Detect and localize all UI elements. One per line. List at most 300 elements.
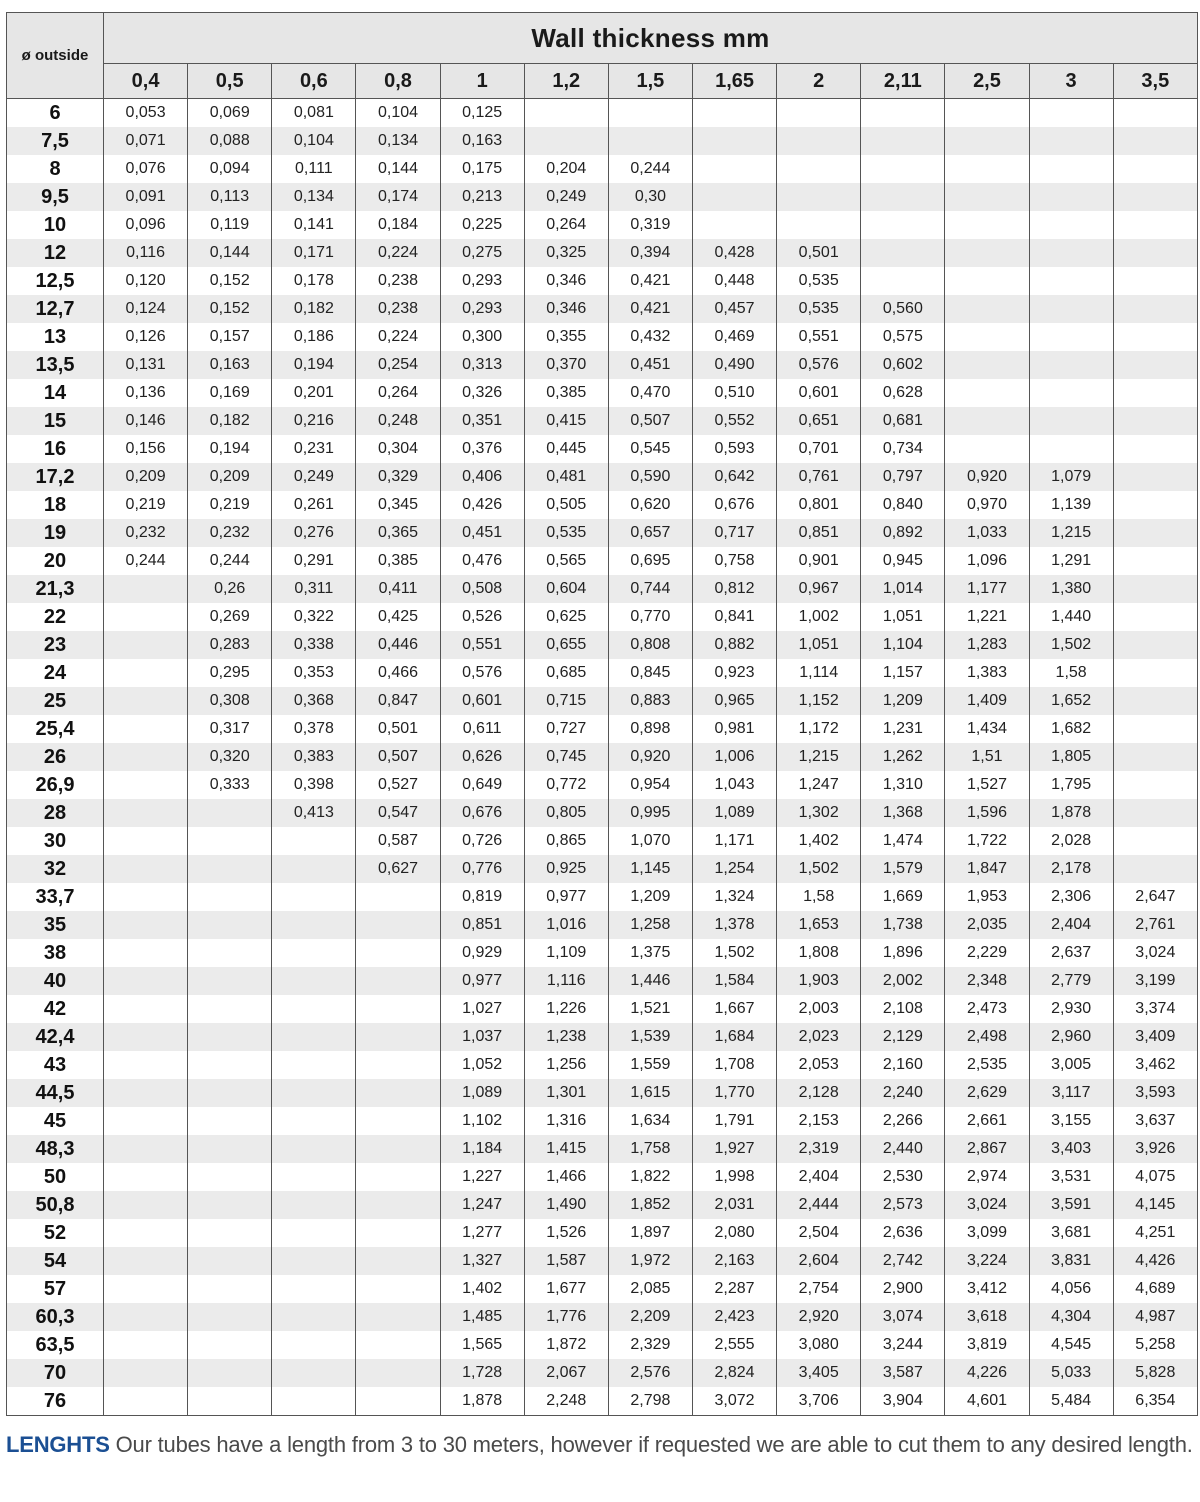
weight-cell: 0,113 — [188, 183, 272, 211]
outside-diameter-cell: 57 — [7, 1275, 104, 1303]
weight-cell: 2,798 — [608, 1387, 692, 1416]
weight-cell — [777, 99, 861, 128]
table-row — [7, 295, 1198, 323]
weight-cell: 0,225 — [440, 211, 524, 239]
weight-cell: 0,224 — [356, 323, 440, 351]
weight-cell: 0,254 — [356, 351, 440, 379]
weight-cell: 0,812 — [692, 575, 776, 603]
table-row — [7, 1163, 1198, 1191]
thickness-header: 1 — [440, 64, 524, 99]
weight-cell: 0,163 — [188, 351, 272, 379]
weight-cell: 1,565 — [440, 1331, 524, 1359]
weight-cell — [1113, 295, 1197, 323]
weight-cell — [945, 99, 1029, 128]
weight-cell: 1,171 — [692, 827, 776, 855]
weight-cell: 0,134 — [356, 127, 440, 155]
weight-cell — [104, 1359, 188, 1387]
weight-cell — [1113, 155, 1197, 183]
weight-cell: 3,244 — [861, 1331, 945, 1359]
table-row — [7, 1275, 1198, 1303]
weight-cell: 1,006 — [692, 743, 776, 771]
weight-cell: 0,560 — [861, 295, 945, 323]
outside-diameter-cell: 13,5 — [7, 351, 104, 379]
weight-cell: 0,898 — [608, 715, 692, 743]
weight-cell: 0,552 — [692, 407, 776, 435]
weight-cell: 3,618 — [945, 1303, 1029, 1331]
table-row — [7, 771, 1198, 799]
weight-cell — [1113, 771, 1197, 799]
weight-cell: 3,706 — [777, 1387, 861, 1416]
weight-cell: 3,831 — [1029, 1247, 1113, 1275]
weight-cell: 1,539 — [608, 1023, 692, 1051]
weight-cell: 0,283 — [188, 631, 272, 659]
weight-cell: 3,637 — [1113, 1107, 1197, 1135]
weight-cell — [188, 883, 272, 911]
weight-cell: 0,219 — [188, 491, 272, 519]
weight-cell: 0,977 — [440, 967, 524, 995]
outside-diameter-cell: 25,4 — [7, 715, 104, 743]
weight-cell — [1029, 379, 1113, 407]
weight-cell — [356, 911, 440, 939]
weight-cell: 1,368 — [861, 799, 945, 827]
outside-diameter-cell: 14 — [7, 379, 104, 407]
table-row — [7, 1247, 1198, 1275]
weight-cell: 1,58 — [777, 883, 861, 911]
weight-cell: 1,502 — [777, 855, 861, 883]
weight-cell: 0,201 — [272, 379, 356, 407]
weight-cell: 3,412 — [945, 1275, 1029, 1303]
weight-cell — [104, 827, 188, 855]
weight-cell: 0,069 — [188, 99, 272, 128]
outside-diameter-cell: 9,5 — [7, 183, 104, 211]
weight-cell — [861, 239, 945, 267]
header-row-group — [7, 13, 1198, 64]
weight-cell — [692, 155, 776, 183]
weight-cell: 1,247 — [777, 771, 861, 799]
weight-cell: 0,308 — [188, 687, 272, 715]
weight-cell: 3,072 — [692, 1387, 776, 1416]
weight-cell: 0,929 — [440, 939, 524, 967]
weight-cell — [188, 1079, 272, 1107]
weight-cell — [1113, 99, 1197, 128]
weight-cell — [1029, 99, 1113, 128]
weight-cell: 1,027 — [440, 995, 524, 1023]
weight-cell: 0,626 — [440, 743, 524, 771]
thickness-header: 0,8 — [356, 64, 440, 99]
weight-cell: 1,302 — [777, 799, 861, 827]
weight-cell: 2,555 — [692, 1331, 776, 1359]
weight-cell: 0,446 — [356, 631, 440, 659]
wall-thickness-title: Wall thickness mm — [104, 13, 1198, 64]
weight-cell: 1,684 — [692, 1023, 776, 1051]
weight-cell: 0,744 — [608, 575, 692, 603]
weight-cell — [272, 1331, 356, 1359]
weight-cell: 1,738 — [861, 911, 945, 939]
weight-cell: 2,080 — [692, 1219, 776, 1247]
weight-cell: 0,726 — [440, 827, 524, 855]
weight-cell — [608, 127, 692, 155]
weight-cell — [1113, 491, 1197, 519]
weight-cell: 0,209 — [188, 463, 272, 491]
weight-cell — [861, 267, 945, 295]
weight-cell — [1113, 519, 1197, 547]
weight-cell: 1,383 — [945, 659, 1029, 687]
weight-cell — [777, 183, 861, 211]
weight-cell: 0,601 — [440, 687, 524, 715]
weight-cell — [356, 1079, 440, 1107]
weight-cell: 2,661 — [945, 1107, 1029, 1135]
weight-cell — [188, 1051, 272, 1079]
weight-cell — [272, 1303, 356, 1331]
weight-cell: 1,527 — [945, 771, 1029, 799]
weight-cell: 1,291 — [1029, 547, 1113, 575]
weight-cell: 1,808 — [777, 939, 861, 967]
weight-cell: 2,867 — [945, 1135, 1029, 1163]
weight-cell: 1,58 — [1029, 659, 1113, 687]
weight-cell: 1,474 — [861, 827, 945, 855]
weight-cell — [1113, 631, 1197, 659]
weight-cell — [188, 1163, 272, 1191]
weight-cell: 2,444 — [777, 1191, 861, 1219]
weight-cell: 1,51 — [945, 743, 1029, 771]
weight-cell: 0,320 — [188, 743, 272, 771]
weight-cell — [272, 883, 356, 911]
weight-cell: 0,385 — [524, 379, 608, 407]
weight-cell: 2,576 — [608, 1359, 692, 1387]
weight-cell: 2,824 — [692, 1359, 776, 1387]
weight-cell — [1029, 267, 1113, 295]
weight-cell: 3,005 — [1029, 1051, 1113, 1079]
outside-diameter-cell: 43 — [7, 1051, 104, 1079]
weight-cell: 0,293 — [440, 267, 524, 295]
weight-cell — [188, 1359, 272, 1387]
weight-cell — [945, 295, 1029, 323]
weight-cell — [104, 967, 188, 995]
weight-cell: 2,960 — [1029, 1023, 1113, 1051]
weight-cell: 0,920 — [945, 463, 1029, 491]
weight-cell: 0,681 — [861, 407, 945, 435]
weight-cell — [272, 1219, 356, 1247]
weight-cell — [272, 1247, 356, 1275]
weight-cell: 2,604 — [777, 1247, 861, 1275]
weight-cell: 0,797 — [861, 463, 945, 491]
weight-cell — [1113, 687, 1197, 715]
weight-cell — [104, 1079, 188, 1107]
weight-cell — [104, 1135, 188, 1163]
weight-cell: 2,920 — [777, 1303, 861, 1331]
weight-cell: 3,024 — [945, 1191, 1029, 1219]
weight-cell: 3,587 — [861, 1359, 945, 1387]
weight-cell — [945, 211, 1029, 239]
weight-cell — [777, 155, 861, 183]
weight-cell: 0,378 — [272, 715, 356, 743]
outside-diameter-header: ø outside — [7, 13, 104, 99]
weight-cell: 1,258 — [608, 911, 692, 939]
weight-cell: 1,903 — [777, 967, 861, 995]
weight-cell: 0,30 — [608, 183, 692, 211]
weight-cell: 0,317 — [188, 715, 272, 743]
weight-cell — [356, 1219, 440, 1247]
weight-cell: 1,238 — [524, 1023, 608, 1051]
weight-cell: 0,685 — [524, 659, 608, 687]
weight-cell — [104, 883, 188, 911]
weight-cell: 2,108 — [861, 995, 945, 1023]
weight-cell — [188, 967, 272, 995]
table-row — [7, 1191, 1198, 1219]
weight-cell: 0,421 — [608, 267, 692, 295]
table-row — [7, 1359, 1198, 1387]
weight-cell: 0,981 — [692, 715, 776, 743]
weight-cell: 2,128 — [777, 1079, 861, 1107]
weight-cell — [356, 1191, 440, 1219]
weight-cell: 1,109 — [524, 939, 608, 967]
weight-cell: 3,155 — [1029, 1107, 1113, 1135]
weight-cell — [104, 631, 188, 659]
weight-cell: 2,085 — [608, 1275, 692, 1303]
table-row — [7, 575, 1198, 603]
outside-diameter-cell: 33,7 — [7, 883, 104, 911]
table-body — [7, 99, 1198, 1416]
outside-diameter-cell: 24 — [7, 659, 104, 687]
weight-cell: 0,432 — [608, 323, 692, 351]
weight-cell: 0,248 — [356, 407, 440, 435]
weight-cell: 0,840 — [861, 491, 945, 519]
weight-cell: 3,681 — [1029, 1219, 1113, 1247]
weight-cell: 0,346 — [524, 295, 608, 323]
weight-cell: 0,651 — [777, 407, 861, 435]
table-row — [7, 659, 1198, 687]
weight-cell — [188, 911, 272, 939]
weight-cell — [104, 771, 188, 799]
weight-cell — [777, 127, 861, 155]
weight-cell: 0,26 — [188, 575, 272, 603]
weight-cell — [1113, 211, 1197, 239]
outside-diameter-cell: 35 — [7, 911, 104, 939]
weight-cell: 0,649 — [440, 771, 524, 799]
weight-cell: 0,882 — [692, 631, 776, 659]
weight-cell — [1029, 323, 1113, 351]
weight-cell: 0,428 — [692, 239, 776, 267]
weight-cell: 1,490 — [524, 1191, 608, 1219]
weight-cell — [272, 1387, 356, 1416]
weight-cell: 0,338 — [272, 631, 356, 659]
outside-diameter-cell: 10 — [7, 211, 104, 239]
weight-cell: 2,266 — [861, 1107, 945, 1135]
header-row-thickness — [7, 64, 1198, 99]
weight-cell: 0,761 — [777, 463, 861, 491]
weight-cell: 0,104 — [272, 127, 356, 155]
weight-cell: 0,383 — [272, 743, 356, 771]
weight-cell: 1,559 — [608, 1051, 692, 1079]
thickness-header: 2 — [777, 64, 861, 99]
weight-cell: 0,655 — [524, 631, 608, 659]
weight-cell: 2,129 — [861, 1023, 945, 1051]
weight-cell: 2,329 — [608, 1331, 692, 1359]
weight-cell — [188, 1275, 272, 1303]
weight-cell: 1,434 — [945, 715, 1029, 743]
weight-cell: 1,584 — [692, 967, 776, 995]
weight-cell: 4,145 — [1113, 1191, 1197, 1219]
weight-cell: 0,194 — [272, 351, 356, 379]
weight-cell: 0,476 — [440, 547, 524, 575]
weight-cell: 0,841 — [692, 603, 776, 631]
weight-cell: 4,075 — [1113, 1163, 1197, 1191]
weight-cell: 0,261 — [272, 491, 356, 519]
weight-cell: 1,262 — [861, 743, 945, 771]
table-row — [7, 211, 1198, 239]
table-row — [7, 99, 1198, 128]
weight-cell — [1029, 127, 1113, 155]
weight-cell: 0,264 — [524, 211, 608, 239]
weight-cell: 0,304 — [356, 435, 440, 463]
weight-cell — [1113, 575, 1197, 603]
weight-cell: 2,636 — [861, 1219, 945, 1247]
weight-cell: 1,972 — [608, 1247, 692, 1275]
weight-cell: 3,462 — [1113, 1051, 1197, 1079]
outside-diameter-cell: 40 — [7, 967, 104, 995]
weight-cell: 0,053 — [104, 99, 188, 128]
weight-cell: 0,216 — [272, 407, 356, 435]
weight-cell: 2,229 — [945, 939, 1029, 967]
weight-cell: 1,051 — [861, 603, 945, 631]
weight-cell — [945, 379, 1029, 407]
weight-cell: 1,002 — [777, 603, 861, 631]
table-row — [7, 1079, 1198, 1107]
weight-cell: 0,625 — [524, 603, 608, 631]
weight-cell: 0,510 — [692, 379, 776, 407]
outside-diameter-cell: 25 — [7, 687, 104, 715]
outside-diameter-cell: 18 — [7, 491, 104, 519]
weight-cell: 2,498 — [945, 1023, 1029, 1051]
outside-diameter-cell: 26,9 — [7, 771, 104, 799]
outside-diameter-cell: 30 — [7, 827, 104, 855]
weight-cell: 4,987 — [1113, 1303, 1197, 1331]
weight-cell — [188, 827, 272, 855]
weight-cell: 3,819 — [945, 1331, 1029, 1359]
weight-cell: 0,526 — [440, 603, 524, 631]
weight-cell — [945, 239, 1029, 267]
weight-cell: 0,801 — [777, 491, 861, 519]
weight-cell: 1,152 — [777, 687, 861, 715]
weight-cell: 0,620 — [608, 491, 692, 519]
weight-cell: 1,770 — [692, 1079, 776, 1107]
weight-cell: 1,310 — [861, 771, 945, 799]
weight-cell: 0,238 — [356, 267, 440, 295]
weight-cell — [104, 1163, 188, 1191]
weight-cell: 1,722 — [945, 827, 1029, 855]
weight-cell: 0,311 — [272, 575, 356, 603]
outside-diameter-cell: 26 — [7, 743, 104, 771]
table-row — [7, 323, 1198, 351]
weight-cell: 1,669 — [861, 883, 945, 911]
weight-cell — [104, 1387, 188, 1416]
weight-cell: 6,354 — [1113, 1387, 1197, 1416]
weight-cell: 0,368 — [272, 687, 356, 715]
weight-cell — [945, 155, 1029, 183]
weight-cell: 2,031 — [692, 1191, 776, 1219]
weight-cell: 0,576 — [777, 351, 861, 379]
weight-cell: 1,215 — [1029, 519, 1113, 547]
weight-cell — [861, 127, 945, 155]
table-row — [7, 827, 1198, 855]
weight-cell — [272, 1135, 356, 1163]
weight-cell: 0,676 — [440, 799, 524, 827]
weight-cell: 2,248 — [524, 1387, 608, 1416]
table-row — [7, 519, 1198, 547]
weight-cell — [1029, 407, 1113, 435]
table-row — [7, 631, 1198, 659]
weight-cell: 0,508 — [440, 575, 524, 603]
table-row — [7, 239, 1198, 267]
weight-cell: 0,551 — [440, 631, 524, 659]
weight-cell — [272, 995, 356, 1023]
weight-cell: 0,470 — [608, 379, 692, 407]
outside-diameter-cell: 13 — [7, 323, 104, 351]
weight-cell: 0,178 — [272, 267, 356, 295]
weight-cell: 1,466 — [524, 1163, 608, 1191]
weight-cell: 0,293 — [440, 295, 524, 323]
weight-cell: 0,096 — [104, 211, 188, 239]
weight-cell: 0,967 — [777, 575, 861, 603]
weight-cell: 0,507 — [356, 743, 440, 771]
weight-cell — [1113, 659, 1197, 687]
weight-cell: 0,406 — [440, 463, 524, 491]
weight-cell: 2,287 — [692, 1275, 776, 1303]
weight-cell — [356, 1163, 440, 1191]
weight-cell: 0,865 — [524, 827, 608, 855]
outside-diameter-cell: 16 — [7, 435, 104, 463]
weight-cell: 0,244 — [608, 155, 692, 183]
weight-cell: 0,772 — [524, 771, 608, 799]
weight-cell: 1,172 — [777, 715, 861, 743]
table-row — [7, 351, 1198, 379]
weight-cell: 2,163 — [692, 1247, 776, 1275]
weight-cell — [1113, 743, 1197, 771]
weight-cell: 0,175 — [440, 155, 524, 183]
weight-cell — [104, 939, 188, 967]
weight-cell: 1,145 — [608, 855, 692, 883]
weight-cell: 0,152 — [188, 295, 272, 323]
weight-cell: 0,264 — [356, 379, 440, 407]
weight-cell: 0,717 — [692, 519, 776, 547]
weight-cell — [1029, 155, 1113, 183]
weight-cell: 0,851 — [777, 519, 861, 547]
weight-cell — [945, 407, 1029, 435]
weight-cell: 0,451 — [440, 519, 524, 547]
weight-cell: 1,872 — [524, 1331, 608, 1359]
lengths-label: LENGHTS — [6, 1432, 110, 1457]
weight-cell — [1113, 351, 1197, 379]
weight-cell: 0,601 — [777, 379, 861, 407]
weight-cell — [356, 1331, 440, 1359]
outside-diameter-cell: 23 — [7, 631, 104, 659]
weight-cell: 0,111 — [272, 155, 356, 183]
weight-cell: 1,102 — [440, 1107, 524, 1135]
weight-cell: 1,415 — [524, 1135, 608, 1163]
outside-diameter-cell: 70 — [7, 1359, 104, 1387]
weight-cell: 1,215 — [777, 743, 861, 771]
weight-cell: 1,014 — [861, 575, 945, 603]
weight-cell: 0,575 — [861, 323, 945, 351]
weight-cell — [1113, 379, 1197, 407]
weight-cell: 3,099 — [945, 1219, 1029, 1247]
outside-diameter-cell: 50,8 — [7, 1191, 104, 1219]
weight-cell: 1,791 — [692, 1107, 776, 1135]
outside-diameter-cell: 12,5 — [7, 267, 104, 295]
outside-diameter-cell: 6 — [7, 99, 104, 128]
weight-cell — [104, 1051, 188, 1079]
weight-cell: 0,676 — [692, 491, 776, 519]
